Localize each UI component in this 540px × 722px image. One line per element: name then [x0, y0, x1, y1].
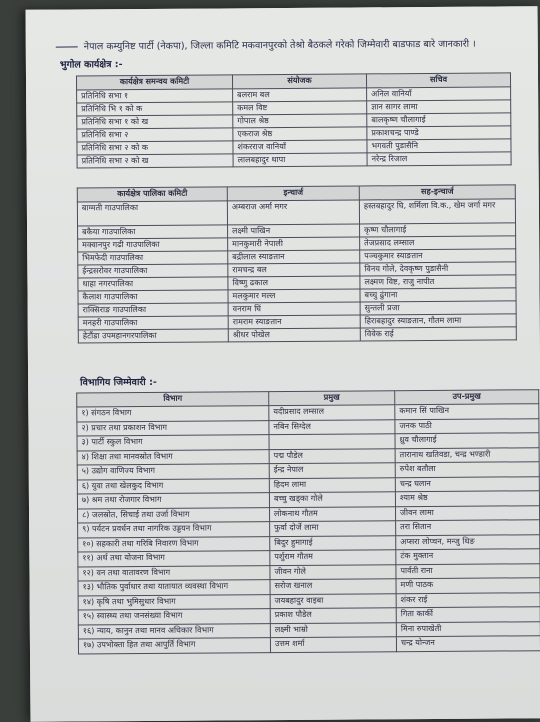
table-cell: १०) सहकारी तथा गरिबि निवारण विभाग: [78, 536, 270, 552]
table-cell: चन्द्र घलान: [395, 476, 539, 492]
table-cell: टंक मुक्तान: [396, 549, 540, 565]
table-cell: गिता कार्की: [396, 607, 540, 623]
section-title-geography: भुगोल कार्यक्षेत्र :-: [59, 59, 123, 71]
table-cell: पर्शुराम गौतम: [270, 550, 396, 565]
table-cell: मानकुमारी नेपाली: [228, 237, 360, 251]
column-header: विभाग: [77, 392, 269, 407]
table-cell: प्रतिनिधि सभा १ को ख: [77, 115, 233, 129]
table-cell: एकराज श्रेष्ठ: [233, 127, 367, 141]
table-cell: १२) वन तथा वातावरण विभाग: [78, 565, 270, 581]
table-cell: बद्रीलाल स्याङतान: [228, 250, 360, 264]
table-cell: हस्तबहादुर घि, शर्मिला वि.क., खेम जर्गा मगर: [359, 199, 515, 224]
table-cell: ११) अर्थ तथा योजना विभाग: [78, 551, 270, 567]
table-cell: जीवन गोले: [270, 564, 396, 579]
table-cell: सरोज खनाल: [270, 579, 396, 594]
table-cell: मनहरी गाउपालिका: [78, 316, 228, 330]
table-cell: नरेन्द्र रिजाल: [367, 152, 511, 166]
table-cell: रामचन्द्र बल: [228, 263, 360, 277]
table-cell: ६) युवा तथा खेलकुद विभाग: [77, 478, 269, 494]
table-cell: बालकृष्ण चौलागाई: [367, 113, 511, 127]
table-cell: विनय गोले, देवकृष्ण पुडासैनी: [360, 262, 516, 276]
table-cell: बच्चु ढुंगाना: [360, 288, 516, 302]
table-cell: अप्सरा लोप्चन, मन्जु थिङ: [396, 534, 540, 550]
table-cell: ४) शिक्षा तथा मानवस्रोत विभाग: [77, 449, 269, 465]
table-cell: पद्म पौडेल: [269, 448, 395, 463]
intro-text: नेपाल कम्युनिष्ट पार्टी (नेकपा), जिल्ला कमिटि मकवानपुरको तेश्रो बैठकले गरेको जिम्मेवारी बाडफाड बारे जानकारी ।: [83, 38, 476, 53]
table-cell: यदीप्रसाद लम्साल: [269, 405, 395, 420]
table-cell: ८) जलस्रोत, सिचाई तथा उर्जा विभाग: [78, 507, 270, 523]
table-cell: प्रकाश पौडेल: [270, 608, 396, 623]
table-cell: जयबहादुर वाइबा: [270, 593, 396, 608]
table-cell: हिराबहादुर स्याङतान, गौतम लामा: [360, 314, 516, 328]
table-cell: मिना रुपाखेती: [396, 621, 540, 637]
table-row: [77, 152, 511, 168]
column-header: उप-प्रमुख: [395, 390, 539, 405]
table-cell: कमान सिं पाखिन: [395, 404, 539, 420]
table-cell: १५) स्वास्थ्य तथा जनसंख्या विभाग: [78, 609, 270, 625]
table-cell: ७) श्रम तथा रोजगार विभाग: [77, 493, 269, 509]
table-cell: वनराम घिं: [228, 302, 360, 316]
table-cell: हेटौंडा उपमहानगरपालिका: [78, 329, 228, 343]
table-cell: प्रतिनिधि सभा २ को क: [77, 141, 233, 155]
table-cell: १४) कृषि तथा भुमिसुधार विभाग: [78, 594, 270, 610]
table-cell: प्रतिनिधि सभा २ को ख: [77, 154, 233, 168]
table-cell: रुपेश बतौला: [395, 462, 539, 478]
table-cell: प्रकाशचन्द्र पाण्डे: [367, 126, 511, 140]
table-cell: बिदुर हुमागाई: [270, 535, 396, 550]
table-cell: जीवन लामा: [395, 505, 539, 521]
column-header: कार्यक्षेत्र पालिका कमिटी: [77, 187, 227, 202]
table-cell: ईन्द्र नेपाल: [269, 463, 395, 478]
department-responsibility-table: [76, 389, 540, 654]
table-cell: शंकर राई: [396, 592, 540, 608]
table-cell: ९) पर्यटन प्रवर्धन तथा नागरिक उड्डयन विभाग: [78, 522, 270, 538]
table-cell: कमल विष्ट: [233, 101, 367, 115]
table-cell: १) संगठन विभाग: [77, 406, 269, 422]
table-cell: राक्सिराङ गाउपालिका: [78, 303, 228, 317]
table-cell: भिमफेदी गाउपालिका: [78, 251, 228, 265]
table-cell: कैलाश गाउपालिका: [78, 290, 228, 304]
table-cell: बाग्मती गाउपालिका: [77, 201, 227, 226]
table-cell: मलकुमार मल्ल: [228, 289, 360, 303]
table-cell: अनिल वानियाँ: [367, 87, 511, 101]
table-cell: १७) उपभोक्ता हित तथा आपुर्ति विभाग: [78, 638, 270, 654]
table-cell: शंकरराज वानियाँ: [233, 140, 367, 154]
table-cell: लक्ष्मी भाम्रो: [270, 622, 396, 637]
table-cell: ५) उद्योग वाणिज्य विभाग: [77, 464, 269, 480]
table-cell: बकैया गाउपालिका: [78, 225, 228, 239]
table-cell: विष्णु ढकाल: [228, 276, 360, 290]
table-cell: बलराम बल: [233, 88, 367, 102]
table-cell: रामराम स्याङतान: [228, 315, 360, 329]
table-cell: गोपाल श्रेष्ठ: [233, 114, 367, 128]
table-cell: पञ्चकुमार स्याङतान: [360, 249, 516, 263]
table-cell: १६) न्याय, कानुन तथा मानव अधिकार विभाग: [78, 623, 270, 639]
table-cell: श्रीधर पोखेल: [228, 328, 360, 342]
table-cell: लक्ष्मण विष्ट, राजु नापीत: [360, 275, 516, 289]
table-row: [78, 327, 516, 343]
heading-dash: [56, 46, 78, 47]
table-cell: उत्तम शर्मा: [270, 637, 396, 652]
table-cell: कृष्ण चौलागाई: [360, 223, 516, 237]
table-cell: मणी पाठक: [396, 578, 540, 594]
coordination-committee-table: [76, 72, 512, 168]
table-cell: ध्रुव चौलागाई: [395, 433, 539, 449]
municipality-committee-table: [77, 184, 517, 343]
table-cell: [269, 434, 395, 449]
table-cell: विवेक राई: [360, 327, 516, 341]
table-cell: लक्ष्मी पाखिन: [228, 224, 360, 238]
table-cell: ईन्द्रसरोवर गाउपालिका: [78, 264, 228, 278]
table-cell: जनक पाठी: [395, 418, 539, 434]
table-cell: हिदम लामा: [269, 477, 395, 492]
table-cell: लोकनाथ गौतम: [269, 506, 395, 521]
table-cell: प्रतिनिधि सभा २: [77, 128, 233, 142]
table-cell: चन्द्र योन्जन: [396, 636, 540, 652]
table-cell: थाहा नगरपालिका: [78, 277, 228, 291]
table-cell: फुर्वा दोर्जे लामा: [270, 521, 396, 536]
table-row: [77, 199, 515, 226]
column-header: कार्यक्षेत्र समन्वय कमिटी: [76, 75, 232, 90]
table-cell: २) प्रचार तथा प्रकाशन विभाग: [77, 420, 269, 436]
column-header: संयोजक: [232, 74, 366, 89]
document-page: [26, 6, 540, 722]
table-cell: तरा सितान: [396, 520, 540, 536]
table-cell: लालबहादुर थापा: [233, 153, 367, 167]
column-header: सचिव: [366, 73, 510, 88]
table-cell: बच्चु खड्का गोले: [269, 492, 395, 507]
table-cell: तेजप्रसाद लम्साल: [360, 236, 516, 250]
section-title-departments: विभागिय जिम्मेवारी :-: [80, 376, 157, 389]
table-cell: ३) पार्टी स्कुल विभाग: [77, 435, 269, 451]
table-cell: सुन्तली प्रजा: [360, 301, 516, 315]
table-cell: श्याम श्रेष्ठ: [395, 491, 539, 507]
table-cell: मक्वानपुर गढी गाउपालिका: [78, 238, 228, 252]
table-cell: अम्बराज अर्मा मगर: [227, 200, 359, 225]
table-cell: तारानाथ खतिवडा, चन्द्र भण्डारी: [395, 447, 539, 463]
table-cell: भगवती पुडासैनि: [367, 139, 511, 153]
table-row: [78, 636, 540, 654]
column-header: प्रमुख: [269, 391, 395, 406]
table-cell: नबिन सिग्देल: [269, 419, 395, 434]
table-cell: प्रतिनिधि भि १ को क: [77, 102, 233, 116]
column-header: सह-इन्चार्ज: [359, 185, 515, 200]
table-cell: ज्ञान सागर लामा: [367, 100, 511, 114]
table-cell: १३) भौतिक पुर्वाधार तथा यातायात व्यवस्था विभाग: [78, 580, 270, 596]
table-cell: पार्वती राना: [396, 563, 540, 579]
column-header: इन्चार्ज: [227, 186, 359, 201]
document-heading: [56, 38, 526, 53]
table-cell: प्रतिनिधि सभा १: [77, 89, 233, 103]
